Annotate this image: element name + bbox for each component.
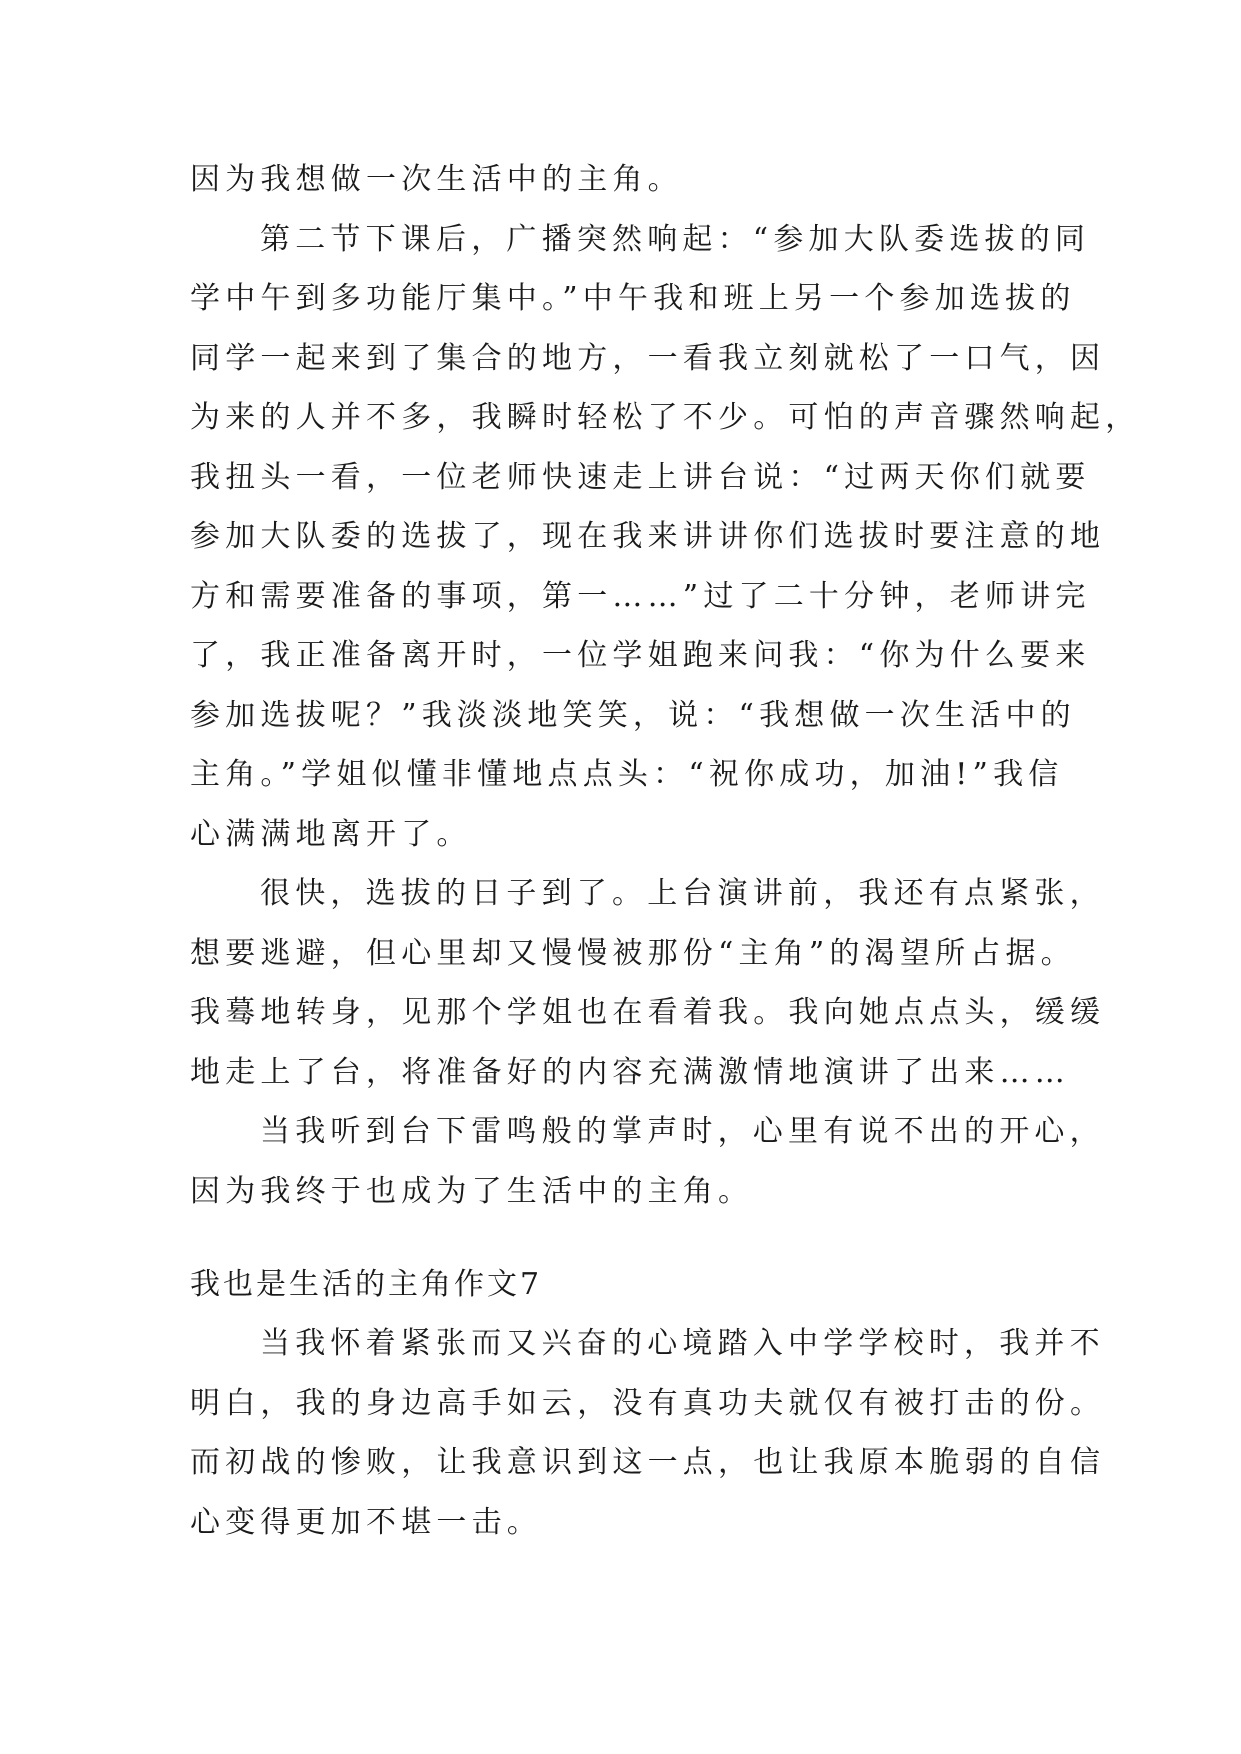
text-line: 因为我想做一次生活中的主角。 (190, 162, 683, 197)
text-line: 心满满地离开了。 (190, 816, 472, 852)
text-line: 了，我正准备离开时，一位学姐跑来问我：“你为什么要来 (190, 638, 1091, 673)
text-line: 明白，我的身边高手如云，没有真功夫就仅有被打击的份。 (190, 1385, 1106, 1421)
text-line: 地走上了台，将准备好的内容充满激情地演讲了出来…… (190, 1054, 1070, 1090)
text-line: 第二节下课后，广播突然响起：“参加大队委选拔的同 (260, 221, 1091, 257)
text-line: 而初战的惨败，让我意识到这一点，也让我原本脆弱的自信 (190, 1445, 1106, 1480)
text-line: 主角。”学姐似懂非懂地点点头：“祝你成功，加油!”我信 (190, 757, 1064, 792)
text-line: 学中午到多功能厅集中。”中午我和班上另一个参加选拔的 (190, 281, 1076, 316)
section-heading: 我也是生活的主角作文7 (190, 1266, 543, 1302)
text-line: 心变得更加不堪一击。 (190, 1504, 542, 1540)
text-line: 参加大队委的选拔了，现在我来讲讲你们选拔时要注意的地 (190, 519, 1106, 554)
text-line: 当我怀着紧张而又兴奋的心境踏入中学学校时，我并不 (260, 1326, 1105, 1361)
text-line: 因为我终于也成为了生活中的主角。 (190, 1173, 754, 1209)
text-line: 我蓦地转身，见那个学姐也在看着我。我向她点点头，缓缓 (190, 995, 1106, 1030)
text-line: 想要逃避，但心里却又慢慢被那份“主角”的渴望所占据。 (190, 935, 1076, 971)
text-line: 很快，选拔的日子到了。上台演讲前，我还有点紧张， (260, 876, 1105, 911)
text-line: 当我听到台下雷鸣般的掌声时，心里有说不出的开心， (260, 1114, 1105, 1149)
text-line: 参加选拔呢？”我淡淡地笑笑，说：“我想做一次生活中的 (190, 697, 1076, 733)
text-line: 方和需要准备的事项，第一……”过了二十分钟，老师讲完 (190, 578, 1091, 614)
text-line: 为来的人并不多，我瞬时轻松了不少。可怕的声音骤然响起， (190, 400, 1141, 435)
text-line: 我扭头一看，一位老师快速走上讲台说：“过两天你们就要 (190, 459, 1091, 495)
text-line: 同学一起来到了集合的地方，一看我立刻就松了一口气，因 (190, 340, 1106, 376)
document-page (190, 160, 1141, 1562)
